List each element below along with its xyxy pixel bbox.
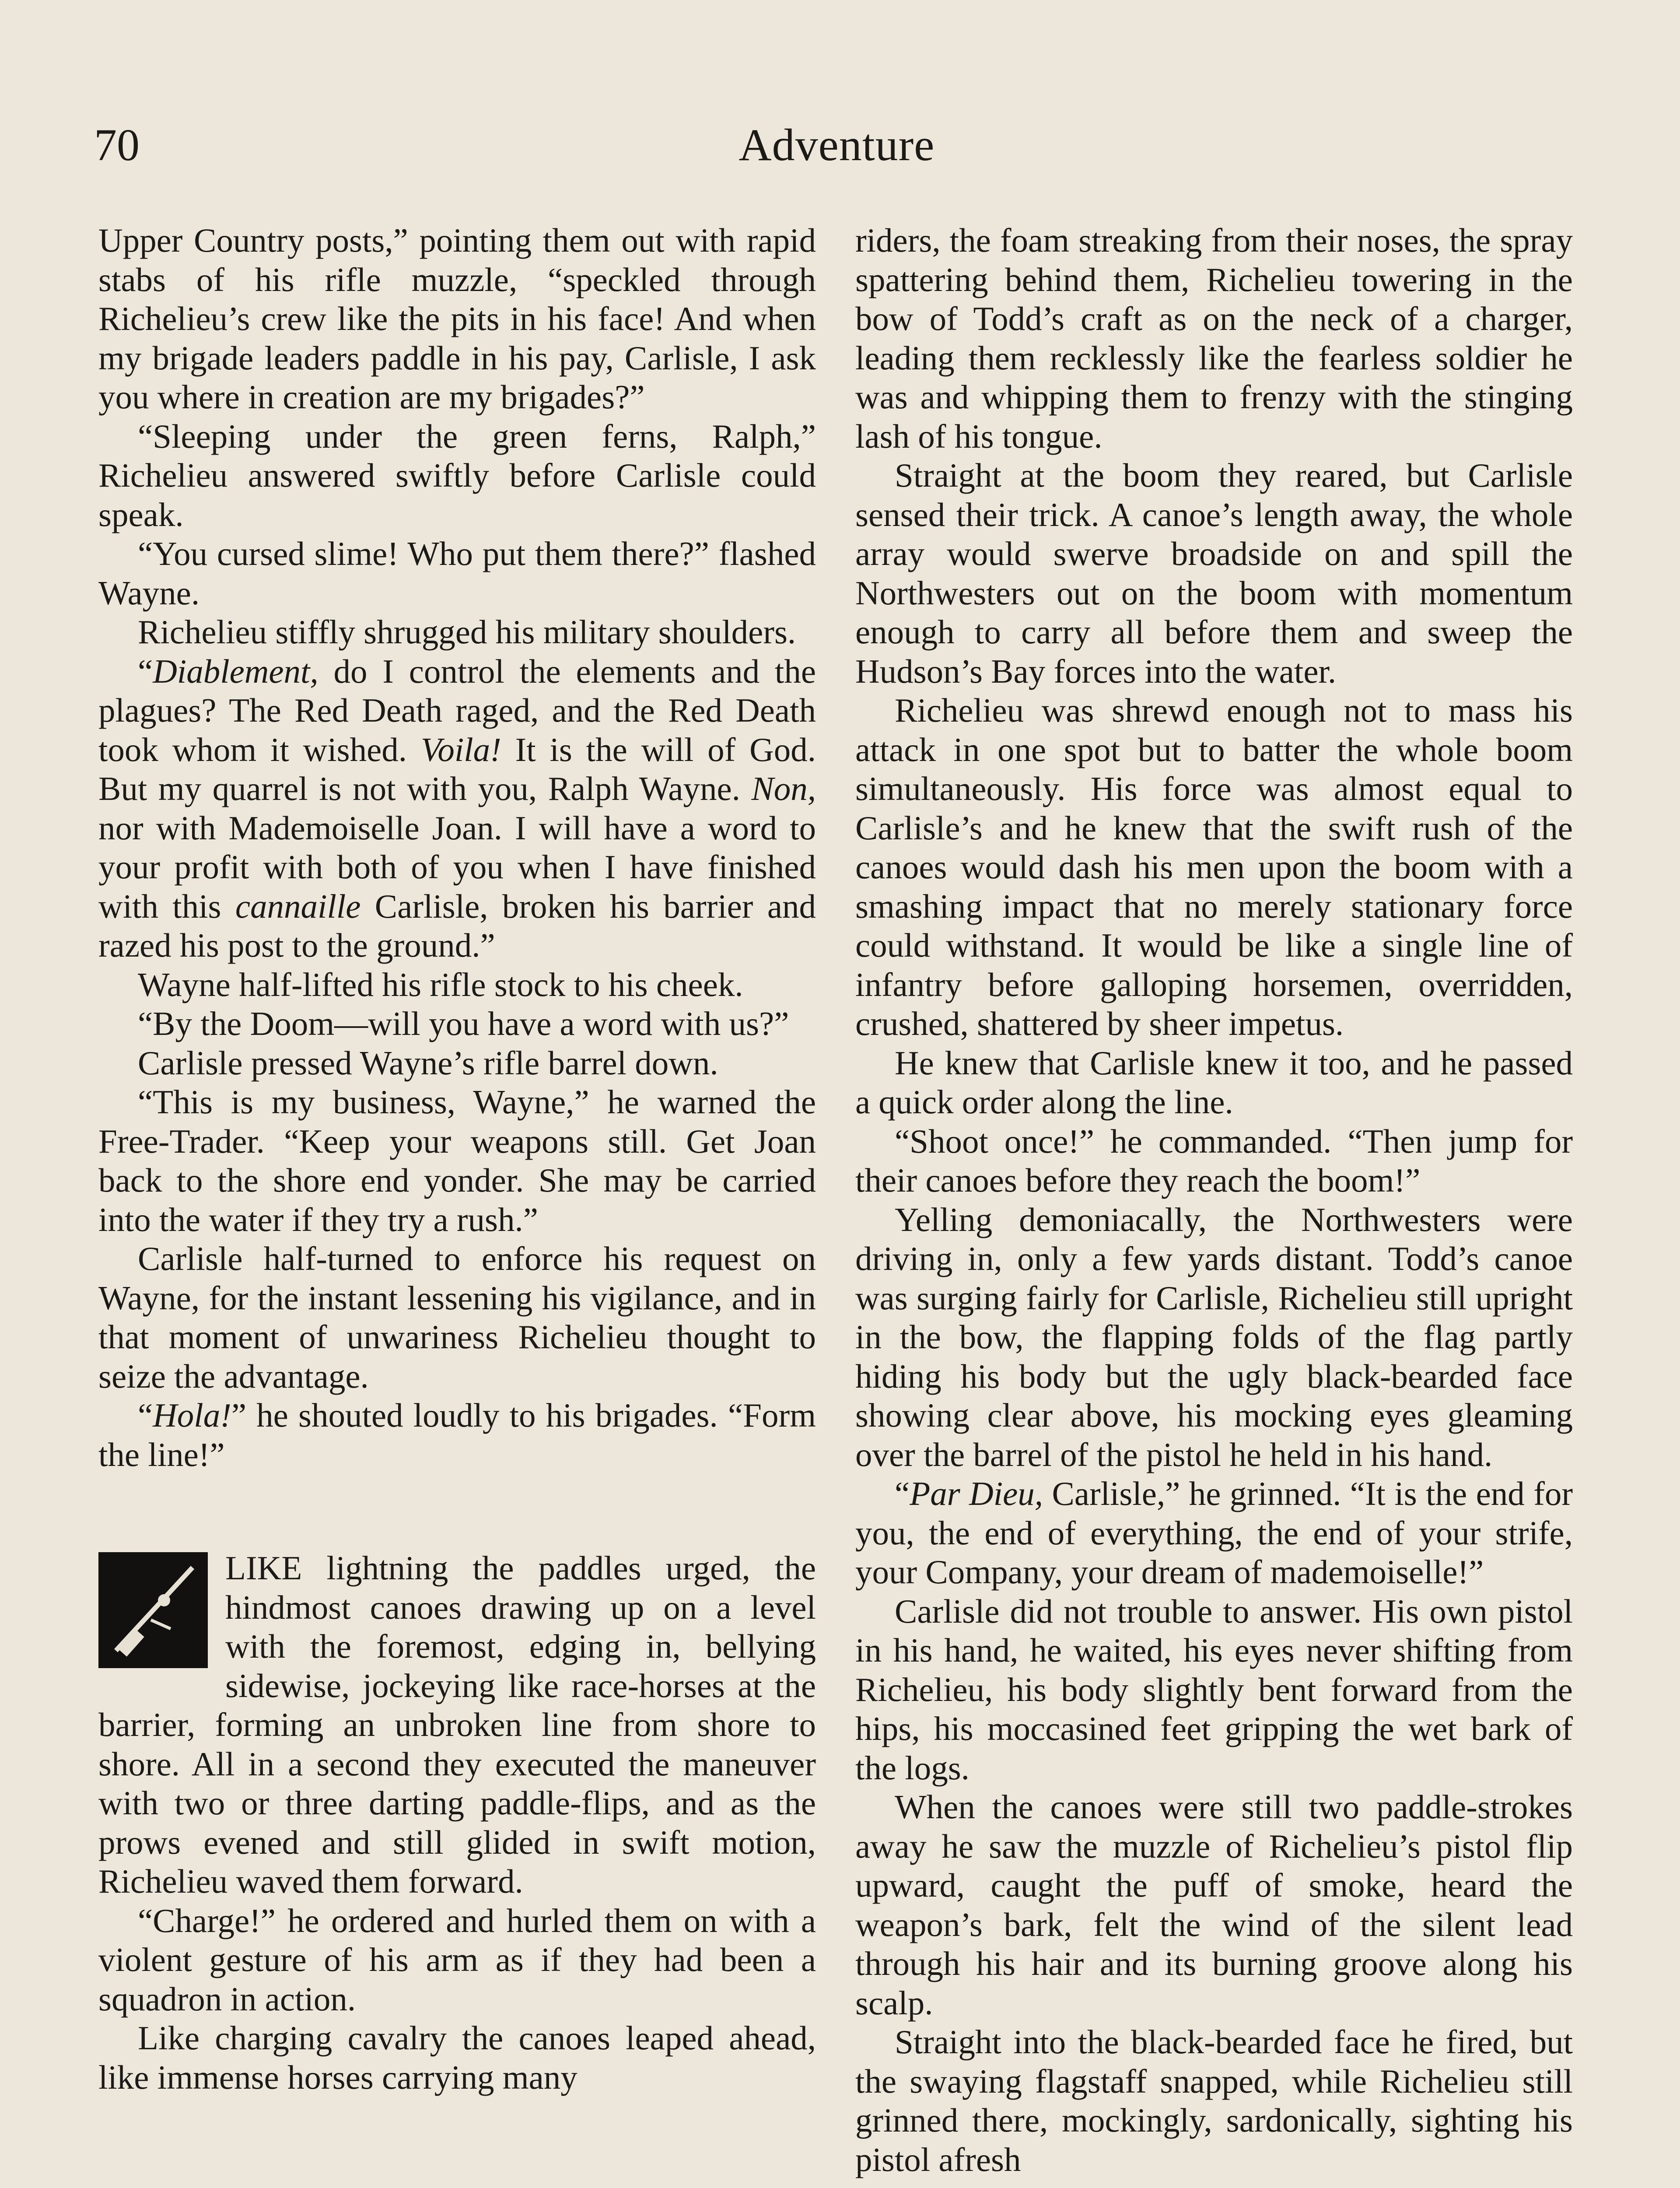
left-text-column <box>98 221 816 2097</box>
paragraph: Straight into the black-bearded face he fired, but the swaying flagstaff snapped, while Richelieu still grinned there, mockingly, sardonically, sighting his pistol afresh <box>855 2023 1573 2178</box>
paragraph: “Charge!” he ordered and hurled them on with a violent gesture of his arm as if they had been a squadron in action. <box>98 1901 816 2018</box>
paragraph: When the canoes were still two paddle-strokes away he saw the muzzle of Richelieu’s pistol flip upward, caught the puff of smoke, heard the weapon’s bark, felt the wind of the silent lead through his hair and its burning groove along his scalp. <box>855 1788 1573 2022</box>
section-opening-paragraph: LIKE lightning the paddles urged, the hindmost canoes drawing up on a level with the foremost, edging in, bellying sidewise, jockeying like race-horses at the barrier, forming an unbroken line from shore to shore. All in a second they executed the maneuver with two or three darting paddle-flips, and as the prows evened and still glided in swift motion, Richelieu waved them forward. <box>98 1549 816 1900</box>
paragraph: Richelieu stiffly shrugged his military shoulders. <box>138 613 796 651</box>
page-number: 70 <box>94 120 140 170</box>
paragraph: Carlisle half-turned to enforce his request on Wayne, for the instant lessening his vigilance, and in that moment of unwariness Richelieu thought to seize the advantage. <box>98 1240 816 1395</box>
paragraph: “Hola!” he shouted loudly to his brigades. “Form the line!” <box>98 1396 816 1473</box>
paragraph: Upper Country posts,” pointing them out with rapid stabs of his rifle muzzle, “speckled through Richelieu’s crew like the pits in his face! And when my brigade leaders paddle in his pay, Carlisle, I ask you where in creation are my brigades?” <box>98 221 816 416</box>
paragraph: Like charging cavalry the canoes leaped ahead, like immense horses carrying many <box>98 2019 816 2096</box>
paragraph: “Sleeping under the green ferns, Ralph,” Richelieu answered swiftly before Carlisle could speak. <box>98 417 816 533</box>
paragraph: “Diablement, do I control the elements and the plagues? The Red Death raged, and the Red Death took whom it wished. Voila! It is the will of God. But my quarrel is not with you, Ralph Wayne. Non, nor with Mademoiselle Joan. I will have a word to your profit with both of you when I have finished with this cannaille Carlisle, broken his barrier and razed his post to the ground.” <box>98 652 816 964</box>
paragraph: He knew that Carlisle knew it too, and he passed a quick order along the line. <box>855 1044 1573 1121</box>
paragraph: Carlisle did not trouble to answer. His own pistol in his hand, he waited, his eyes never shifting from Richelieu, his body slightly bent forward from the hips, his moccasined feet gripping the wet bark of the logs. <box>855 1592 1573 1787</box>
running-title: Adventure <box>738 120 935 170</box>
page-header <box>94 118 1579 193</box>
paragraph: Wayne half-lifted his rifle stock to his cheek. <box>138 965 743 1003</box>
paragraph: “Shoot once!” he commanded. “Then jump for their canoes before they reach the boom!” <box>855 1122 1573 1199</box>
paragraph: “You cursed slime! Who put them there?” flashed Wayne. <box>98 535 816 612</box>
paragraph: Straight at the boom they reared, but Carlisle sensed their trick. A canoe’s length away, the whole array would swerve broadside on and spill the Northwesters out on the boom with momentum enough to carry all before them and sweep the Hudson’s Bay forces into the water. <box>855 456 1573 690</box>
paragraph: Yelling demoniacally, the Northwesters were driving in, only a few yards distant. Todd’s canoe was surging fairly for Carlisle, Richelieu still upright in the bow, the flapping folds of the flag partly hiding his body but the ugly black-bearded face showing clear above, his mocking eyes gleaming over the barrel of the pistol he held in his hand. <box>855 1200 1573 1473</box>
paragraph: “Par Dieu, Carlisle,” he grinned. “It is the end for you, the end of everything, the end of your strife, your Company, your dream of mademoiselle!” <box>855 1475 1573 1591</box>
paragraph: “By the Doom—will you have a word with us?” <box>138 1005 789 1042</box>
right-text-column <box>855 221 1573 2179</box>
paragraph: Richelieu was shrewd enough not to mass his attack in one spot but to batter the whole boom simultaneously. His force was almost equal to Carlisle’s and he knew that the swift rush of the canoes would dash his men upon the boom with a smashing impact that no merely stationary force could withstand. It would be like a single line of infantry before galloping horsemen, overridden, crushed, shattered by sheer impetus. <box>855 691 1573 1042</box>
paragraph: “This is my business, Wayne,” he warned the Free-Trader. “Keep your weapons still. Get Joan back to the shore end yonder. She may be carried into the water if they try a rush.” <box>98 1083 816 1238</box>
paragraph: Carlisle pressed Wayne’s rifle barrel down. <box>138 1044 718 1082</box>
decorative-rifle-ornament-icon <box>98 1552 208 1668</box>
paragraph: riders, the foam streaking from their noses, the spray spattering behind them, Richelieu towering in the bow of Todd’s craft as on the neck of a charger, leading them recklessly like the fearless soldier he was and whipping them to frenzy with the stinging lash of his tongue. <box>855 221 1573 455</box>
